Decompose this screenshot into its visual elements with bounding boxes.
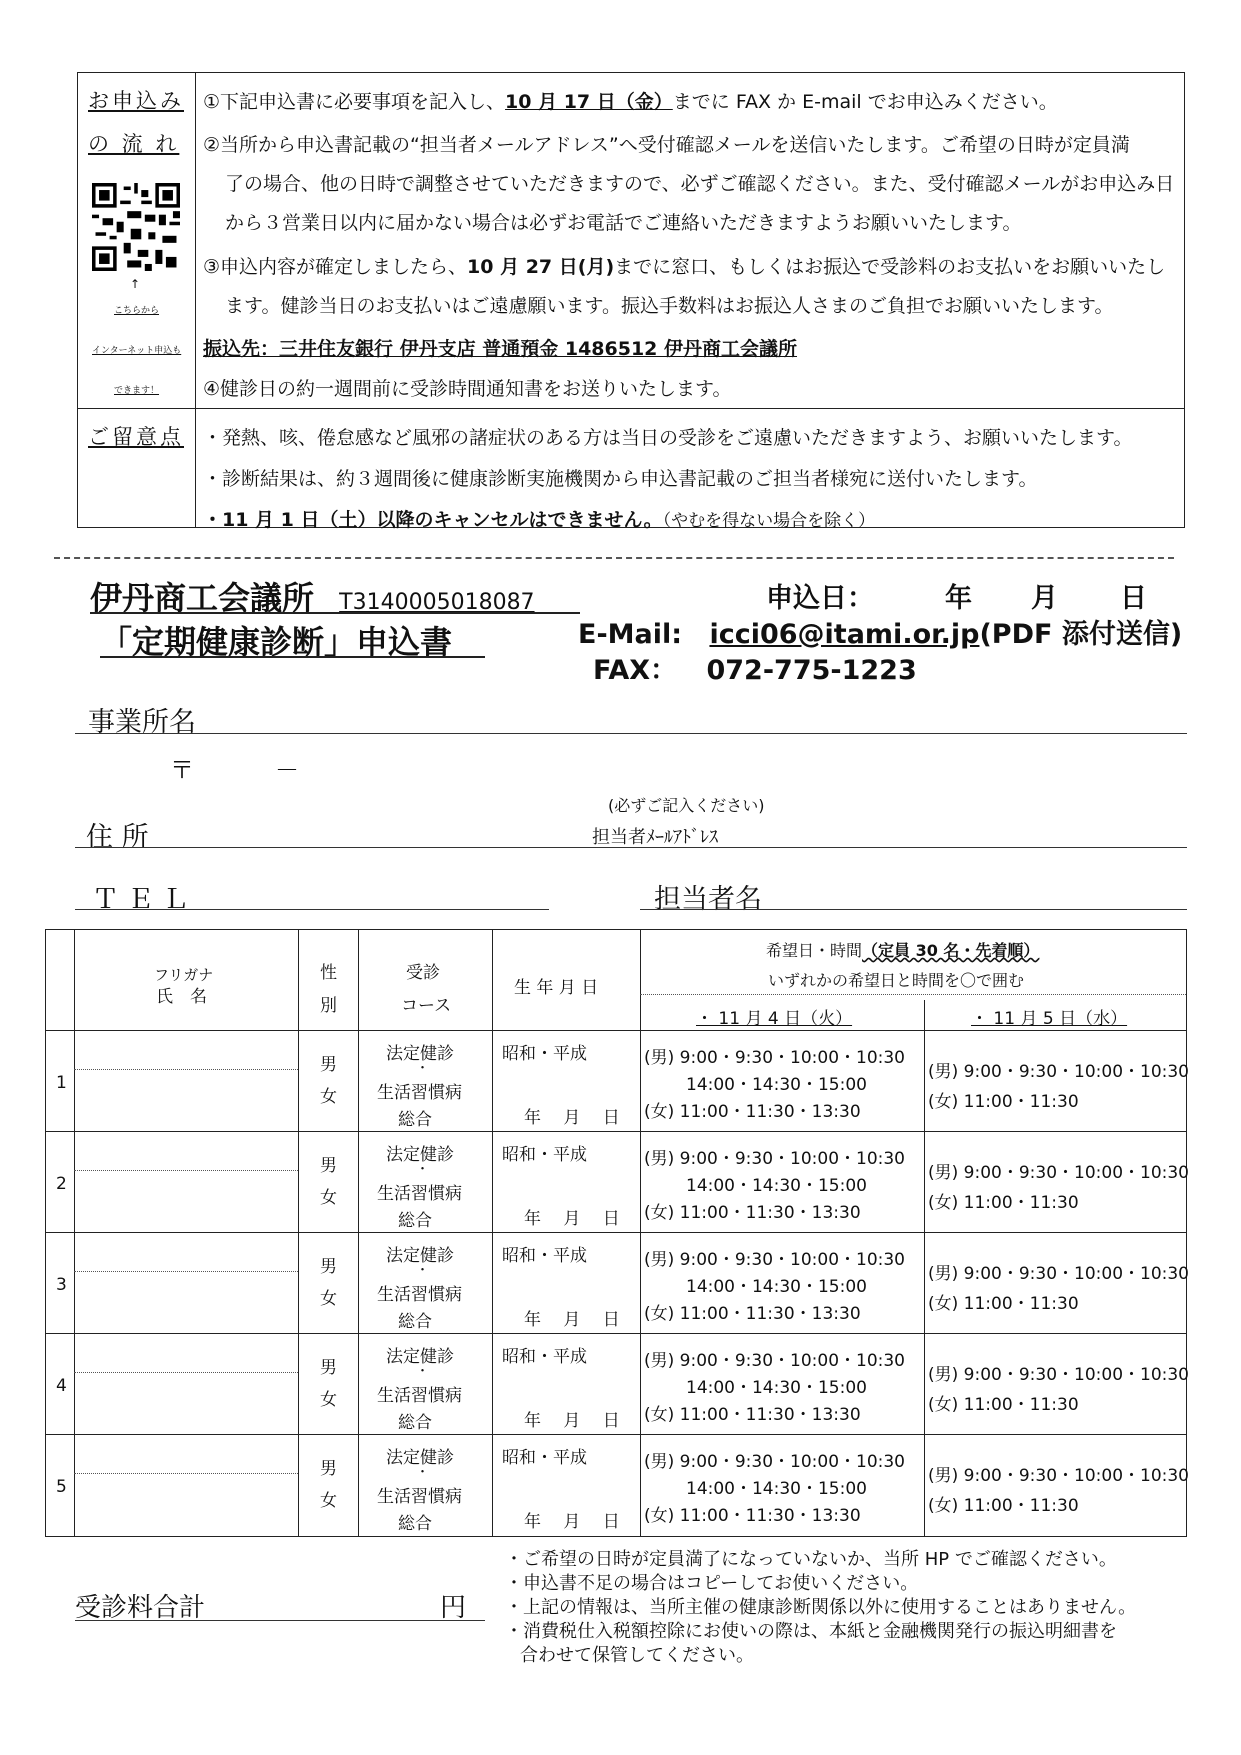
flow-label: の 流 れ bbox=[88, 132, 180, 156]
nov5-female-slots[interactable]: (女) 11:00・11:30 bbox=[928, 1496, 1079, 1516]
course-separator: ・ bbox=[416, 1364, 430, 1379]
footer-note: 合わせて保管してください。 bbox=[520, 1645, 754, 1666]
birthdate-field[interactable]: 年 月 日 bbox=[524, 1411, 620, 1431]
row-divider bbox=[46, 1333, 1186, 1334]
course-lifestyle-option[interactable]: 生活習慣病 bbox=[377, 1487, 462, 1507]
nov4-male-slots[interactable]: (男) 9:00・9:30・10:00・10:30 bbox=[644, 1048, 906, 1068]
application-table bbox=[45, 929, 1190, 1537]
wish-date-2: ・ 11 月 5 日（水） bbox=[971, 1009, 1128, 1029]
org-name: 伊丹商工会議所 T3140005018087 bbox=[90, 579, 535, 617]
nov4-female-slots[interactable]: (女) 11:00・11:30・13:30 bbox=[644, 1405, 861, 1425]
course-lifestyle-option[interactable]: 生活習慣病 bbox=[377, 1386, 462, 1406]
table-row bbox=[46, 1434, 1190, 1535]
header-dotted-line bbox=[640, 994, 1186, 995]
sex-female-option[interactable]: 女 bbox=[320, 1087, 337, 1107]
sex-male-option[interactable]: 男 bbox=[320, 1358, 337, 1378]
notice-label: ご留意点 bbox=[88, 425, 184, 449]
fee-total-field[interactable] bbox=[75, 1620, 485, 1621]
col-course: コース bbox=[401, 996, 452, 1016]
email-link[interactable]: icci06@itami.or.jp bbox=[709, 619, 980, 650]
notice-item: ・発熱、咳、倦怠感など風邪の諸症状のある方は当日の受診をご遠慮いただきますよう、お願いいたします。 bbox=[203, 427, 1133, 449]
course-statutory-option[interactable]: 法定健診 bbox=[386, 1145, 454, 1165]
table-row bbox=[46, 1232, 1190, 1333]
up-arrow-icon: ↑ bbox=[130, 277, 141, 291]
postal-mark: 〒 bbox=[170, 756, 194, 784]
postal-dash: － bbox=[275, 756, 299, 784]
nov4-male-afternoon-slots[interactable]: 14:00・14:30・15:00 bbox=[686, 1176, 867, 1196]
name-field[interactable] bbox=[74, 1273, 298, 1332]
nov5-female-slots[interactable]: (女) 11:00・11:30 bbox=[928, 1395, 1079, 1415]
row-number: 4 bbox=[56, 1376, 67, 1396]
nov5-female-slots[interactable]: (女) 11:00・11:30 bbox=[928, 1092, 1079, 1112]
birth-era-options[interactable]: 昭和・平成 bbox=[502, 1347, 587, 1367]
apply-date-label: 申込日： bbox=[766, 583, 874, 614]
wish-date-1: ・ 11 月 4 日（火） bbox=[696, 1009, 853, 1029]
nov5-male-slots[interactable]: (男) 9:00・9:30・10:00・10:30 bbox=[928, 1466, 1190, 1486]
course-statutory-option[interactable]: 法定健診 bbox=[386, 1044, 454, 1064]
col-furigana: フリガナ bbox=[154, 966, 214, 984]
sex-male-option[interactable]: 男 bbox=[320, 1156, 337, 1176]
contact-name-label: 担当者名 bbox=[654, 884, 762, 915]
birthdate-field[interactable]: 年 月 日 bbox=[524, 1512, 620, 1532]
step-2-cont: 了の場合、他の日時で調整させていただきますので、必ずご確認ください。また、受付確認メールがお申込み日 bbox=[225, 173, 1175, 195]
step-3-cont: ます。健診当日のお支払いはご遠慮願います。振込手数料はお振込人さまのご負担でお願いいたします。 bbox=[225, 295, 1114, 317]
footer-note: ・申込書不足の場合はコピーしてお使いください。 bbox=[505, 1573, 919, 1594]
birth-era-options[interactable]: 昭和・平成 bbox=[502, 1145, 587, 1165]
footer-note: ・上記の情報は、当所主催の健康診断関係以外に使用することはありません。 bbox=[505, 1597, 1137, 1618]
sex-male-option[interactable]: 男 bbox=[320, 1055, 337, 1075]
row-divider bbox=[46, 1131, 1186, 1132]
nov4-female-slots[interactable]: (女) 11:00・11:30・13:30 bbox=[644, 1304, 861, 1324]
box-divider bbox=[78, 408, 1184, 409]
sex-male-option[interactable]: 男 bbox=[320, 1459, 337, 1479]
notice-item: ・診断結果は、約３週間後に健康診断実施機関から申込書記載のご担当者様宛に送付いたします。 bbox=[203, 468, 1038, 490]
row-number: 3 bbox=[56, 1275, 67, 1295]
nov4-male-slots[interactable]: (男) 9:00・9:30・10:00・10:30 bbox=[644, 1250, 906, 1270]
table-row bbox=[46, 1030, 1190, 1131]
sex-female-option[interactable]: 女 bbox=[320, 1188, 337, 1208]
flow-label: お申込み bbox=[88, 89, 184, 113]
course-lifestyle-option[interactable]: 生活習慣病 bbox=[377, 1083, 462, 1103]
course-separator: ・ bbox=[416, 1263, 430, 1278]
nov4-female-slots[interactable]: (女) 11:00・11:30・13:30 bbox=[644, 1102, 861, 1122]
apply-date-day[interactable]: 日 bbox=[1120, 583, 1147, 614]
yen-label: 円 bbox=[440, 1593, 467, 1623]
nov4-male-afternoon-slots[interactable]: 14:00・14:30・15:00 bbox=[686, 1277, 867, 1297]
row-number: 2 bbox=[56, 1174, 67, 1194]
email-line: E-Mail: icci06@itami.or.jp(PDF 添付送信) bbox=[578, 619, 1183, 650]
course-lifestyle-option[interactable]: 生活習慣病 bbox=[377, 1285, 462, 1305]
name-field[interactable] bbox=[74, 1475, 298, 1534]
col-wish-sub: いずれかの希望日と時間を〇で囲む bbox=[768, 971, 1025, 990]
apply-date-year[interactable]: 年 bbox=[945, 583, 972, 614]
course-statutory-option[interactable]: 法定健診 bbox=[386, 1448, 454, 1468]
fax-line: FAX： 072-775-1223 bbox=[593, 655, 917, 686]
furigana-field[interactable] bbox=[74, 1372, 298, 1373]
sex-female-option[interactable]: 女 bbox=[320, 1491, 337, 1511]
course-statutory-option[interactable]: 法定健診 bbox=[386, 1347, 454, 1367]
nov4-male-slots[interactable]: (男) 9:00・9:30・10:00・10:30 bbox=[644, 1149, 906, 1169]
course-comprehensive-option[interactable]: 総合 bbox=[398, 1110, 432, 1130]
nov5-male-slots[interactable]: (男) 9:00・9:30・10:00・10:30 bbox=[928, 1163, 1190, 1183]
nov5-female-slots[interactable]: (女) 11:00・11:30 bbox=[928, 1193, 1079, 1213]
col-birthdate: 生 年 月 日 bbox=[514, 978, 599, 998]
notice-item: ・11 月 1 日（土）以降のキャンセルはできません。（やむを得ない場合を除く） bbox=[203, 509, 876, 531]
nov4-female-slots[interactable]: (女) 11:00・11:30・13:30 bbox=[644, 1203, 861, 1223]
row-number: 1 bbox=[56, 1073, 67, 1093]
contact-email-label: 担当者ﾒｰﾙｱﾄﾞﾚｽ bbox=[592, 827, 718, 848]
footer-note: ・消費税仕入税額控除にお使いの際は、本紙と金融機関発行の振込明細書を bbox=[505, 1621, 1117, 1642]
sex-female-option[interactable]: 女 bbox=[320, 1390, 337, 1410]
box-divider bbox=[195, 73, 196, 527]
tel-label: ＴＥＬ bbox=[92, 884, 197, 915]
row-divider bbox=[46, 1434, 1186, 1435]
contact-name-field[interactable] bbox=[640, 909, 1187, 910]
nov4-male-slots[interactable]: (男) 9:00・9:30・10:00・10:30 bbox=[644, 1351, 906, 1371]
furigana-field[interactable] bbox=[74, 1069, 298, 1070]
address-label: 住 所 bbox=[86, 822, 149, 853]
name-field[interactable] bbox=[74, 1071, 298, 1130]
birth-era-options[interactable]: 昭和・平成 bbox=[502, 1448, 587, 1468]
step-3: ③申込内容が確定しましたら、10 月 27 日(月)までに窓口、もしくはお振込で受診料のお支払いをお願いいたし bbox=[203, 256, 1166, 278]
step-1: ①下記申込書に必要事項を記入し、10 月 17 日（金）までに FAX か E-mail でお申込みください。 bbox=[203, 91, 1058, 113]
step-2-cont: から３営業日以内に届かない場合は必ずお電話でご連絡いただきますようお願いいたします。 bbox=[225, 212, 1022, 234]
course-separator: ・ bbox=[416, 1061, 430, 1076]
col-wish: 希望日・時間（定員 30 名・先着順） bbox=[766, 941, 1040, 960]
col-sex: 別 bbox=[320, 996, 337, 1016]
nov4-male-afternoon-slots[interactable]: 14:00・14:30・15:00 bbox=[686, 1378, 867, 1398]
fee-total-label: 受診料合計 bbox=[75, 1593, 206, 1623]
application-flow-box bbox=[77, 72, 1185, 531]
furigana-field[interactable] bbox=[74, 1473, 298, 1474]
nov5-male-slots[interactable]: (男) 9:00・9:30・10:00・10:30 bbox=[928, 1264, 1190, 1284]
registration-number: T3140005018087 bbox=[339, 590, 535, 615]
title-underline bbox=[100, 656, 485, 658]
bank-account: 振込先：三井住友銀行 伊丹支店 普通預金 1486512 伊丹商工会議所 bbox=[203, 338, 798, 360]
nov4-female-slots[interactable]: (女) 11:00・11:30・13:30 bbox=[644, 1506, 861, 1526]
qr-note: できます！ bbox=[114, 386, 160, 396]
address-field[interactable] bbox=[75, 847, 1187, 848]
office-name-label: 事業所名 bbox=[88, 707, 196, 738]
sex-female-option[interactable]: 女 bbox=[320, 1289, 337, 1309]
course-comprehensive-option[interactable]: 総合 bbox=[398, 1514, 432, 1534]
col-course: 受診 bbox=[406, 963, 440, 983]
nov5-male-slots[interactable]: (男) 9:00・9:30・10:00・10:30 bbox=[928, 1365, 1190, 1385]
name-field[interactable] bbox=[74, 1374, 298, 1433]
cut-line bbox=[54, 557, 1174, 559]
qr-code-icon[interactable] bbox=[92, 183, 180, 271]
step-4: ④健診日の約一週間前に受診時間通知書をお送りいたします。 bbox=[203, 378, 732, 400]
apply-date-month[interactable]: 月 bbox=[1031, 583, 1058, 614]
course-separator: ・ bbox=[416, 1162, 430, 1177]
nov5-male-slots[interactable]: (男) 9:00・9:30・10:00・10:30 bbox=[928, 1062, 1190, 1082]
row-number: 5 bbox=[56, 1477, 67, 1497]
step-2: ②当所から申込書記載の“担当者メールアドレス”へ受付確認メールを送信いたします。ご希望の日時が定員満 bbox=[203, 134, 1130, 156]
course-comprehensive-option[interactable]: 総合 bbox=[398, 1211, 432, 1231]
qr-note: インターネット申込も bbox=[92, 346, 182, 356]
furigana-field[interactable] bbox=[74, 1271, 298, 1272]
nov4-male-afternoon-slots[interactable]: 14:00・14:30・15:00 bbox=[686, 1479, 867, 1499]
nov4-male-slots[interactable]: (男) 9:00・9:30・10:00・10:30 bbox=[644, 1452, 906, 1472]
col-name: 氏 名 bbox=[156, 987, 207, 1007]
table-row bbox=[46, 1333, 1190, 1434]
office-name-field[interactable] bbox=[75, 733, 1187, 734]
birthdate-field[interactable]: 年 月 日 bbox=[524, 1310, 620, 1330]
title-underline bbox=[90, 612, 580, 614]
birth-era-options[interactable]: 昭和・平成 bbox=[502, 1246, 587, 1266]
tel-field[interactable] bbox=[75, 909, 549, 910]
birth-era-options[interactable]: 昭和・平成 bbox=[502, 1044, 587, 1064]
sex-male-option[interactable]: 男 bbox=[320, 1257, 337, 1277]
course-comprehensive-option[interactable]: 総合 bbox=[398, 1413, 432, 1433]
nov5-female-slots[interactable]: (女) 11:00・11:30 bbox=[928, 1294, 1079, 1314]
course-separator: ・ bbox=[416, 1465, 430, 1480]
birthdate-field[interactable]: 年 月 日 bbox=[524, 1108, 620, 1128]
table-row bbox=[46, 1131, 1190, 1232]
col-sex: 性 bbox=[320, 963, 337, 983]
course-statutory-option[interactable]: 法定健診 bbox=[386, 1246, 454, 1266]
course-lifestyle-option[interactable]: 生活習慣病 bbox=[377, 1184, 462, 1204]
furigana-field[interactable] bbox=[74, 1170, 298, 1171]
form-title: 「定期健康診断」申込書 bbox=[100, 623, 453, 661]
name-field[interactable] bbox=[74, 1172, 298, 1231]
footer-note: ・ご希望の日時が定員満了になっていないか、当所 HP でご確認ください。 bbox=[505, 1549, 1117, 1570]
course-comprehensive-option[interactable]: 総合 bbox=[398, 1312, 432, 1332]
email-required-note: (必ずご記入ください) bbox=[608, 796, 765, 815]
birthdate-field[interactable]: 年 月 日 bbox=[524, 1209, 620, 1229]
qr-note: こちらから bbox=[114, 306, 160, 316]
nov4-male-afternoon-slots[interactable]: 14:00・14:30・15:00 bbox=[686, 1075, 867, 1095]
row-divider bbox=[46, 1232, 1186, 1233]
